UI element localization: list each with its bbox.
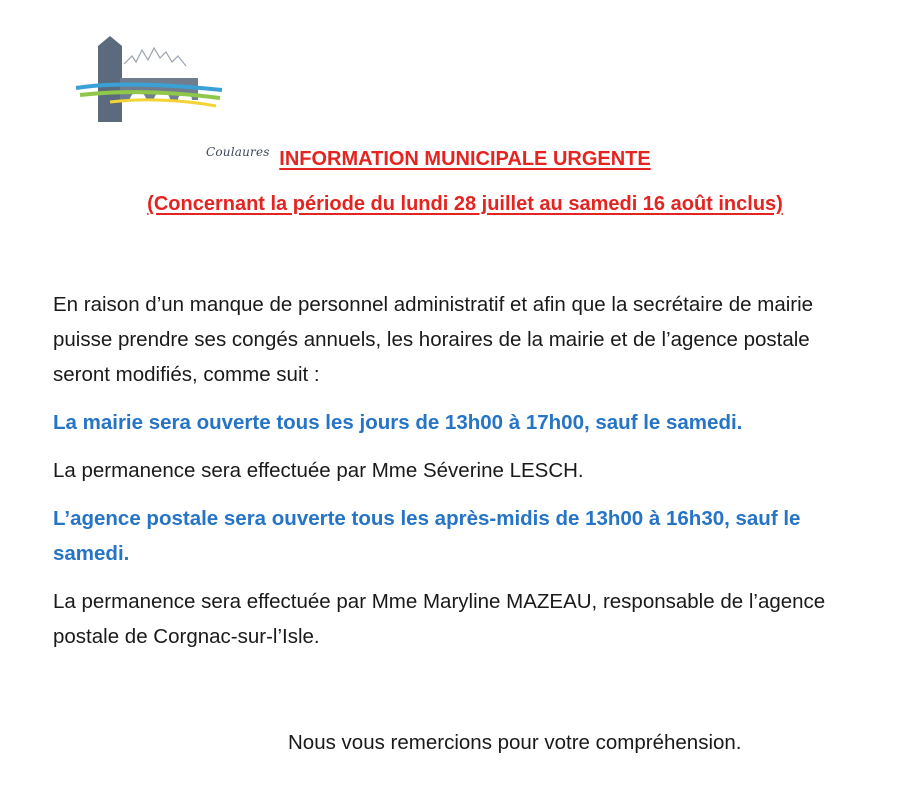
mairie-staff-paragraph: La permanence sera effectuée par Mme Séverine LESCH. — [53, 459, 584, 482]
town-logo — [74, 36, 270, 159]
intro-paragraph: En raison d’un manque de personnel administratif et afin que la secrétaire de mairie puisse prendre ses congés annuels, les horaires de la mairie et de l’agence postale seront modifiés, comme suit : — [53, 293, 814, 386]
agence-hours-paragraph: L’agence postale sera ouverte tous les après-midis de 13h00 à 16h30, sauf le samedi. — [53, 507, 801, 565]
heading-block — [0, 148, 922, 216]
logo-text: Coulaures — [206, 145, 270, 159]
agence-staff-paragraph: La permanence sera effectuée par Mme Maryline MAZEAU, responsable de l’agence postale de Corgnac-sur-l’Isle. — [53, 590, 826, 648]
notice-body — [53, 287, 871, 667]
town-logo-icon — [74, 36, 226, 132]
closing-line: Nous vous remercions pour votre compréhension. — [288, 731, 742, 754]
page-title: INFORMATION MUNICIPALE URGENTE — [279, 148, 651, 170]
mairie-hours-paragraph: La mairie sera ouverte tous les jours de 13h00 à 17h00, sauf le samedi. — [53, 411, 743, 434]
page-subtitle: (Concernant la période du lundi 28 juillet au samedi 16 août inclus) — [147, 193, 783, 215]
